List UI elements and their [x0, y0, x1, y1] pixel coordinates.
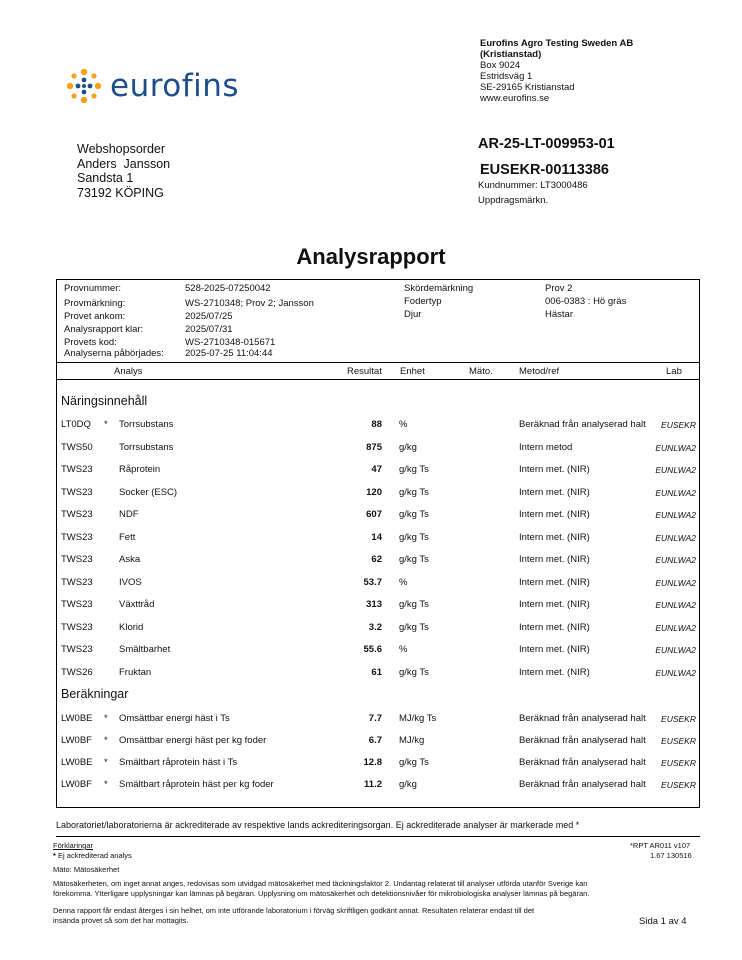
analysis-code: TWS23: [61, 486, 93, 498]
footer-divider: [56, 836, 700, 837]
header-resultat: Resultat: [347, 366, 382, 377]
info-label: Skördemärkning: [404, 283, 474, 294]
result-value: 3.2: [368, 621, 382, 633]
analysis-name: Socker (ESC): [119, 486, 178, 498]
section-title-berakningar: Beräkningar: [61, 687, 129, 701]
table-row: [56, 644, 700, 662]
analysis-name: Smältbart råprotein häst per kg foder: [119, 779, 274, 790]
unit: g/kg Ts: [399, 621, 429, 633]
accreditation-star: *: [104, 779, 108, 790]
page-number: Sida 1 av 4: [639, 916, 687, 927]
analysis-code: LW0BF: [61, 735, 92, 746]
lab-code: EUNLWA2: [655, 667, 696, 678]
analysis-name: IVOS: [119, 576, 142, 588]
table-row: [56, 599, 700, 617]
unit: g/kg Ts: [399, 464, 429, 475]
analysis-code: TWS26: [61, 666, 93, 678]
info-label: Djur: [404, 309, 422, 320]
analysis-name: Smältbart råprotein häst i Ts: [119, 757, 238, 768]
info-label: Analysrapport klar:: [64, 324, 144, 335]
analysis-name: Aska: [119, 554, 141, 565]
accreditation-note: Laboratoriet/laboratorierna är ackrediterade av respektive lands ackrediteringsorgan. Ej ackrediterade analyser är markerade med *: [56, 820, 580, 830]
table-row: [56, 419, 700, 437]
method: Intern met. (NIR): [519, 576, 590, 588]
analysis-name: Torrsubstans: [119, 441, 174, 453]
unit: g/kg Ts: [399, 486, 429, 498]
analysis-code: LW0BE: [61, 757, 93, 768]
analysis-name: Torrsubstans: [119, 419, 174, 430]
analysis-code: TWS23: [61, 464, 93, 475]
customer-line: Anders Jansson: [77, 156, 171, 171]
analysis-name: Omsättbar energi häst i Ts: [119, 713, 230, 724]
method: Intern met. (NIR): [519, 531, 590, 543]
method: Intern met. (NIR): [519, 554, 590, 565]
analysis-name: Fruktan: [119, 666, 152, 678]
header-mato: Mäto.: [469, 366, 493, 377]
lab-code: EUSEKR: [661, 420, 696, 430]
info-value: 528-2025-07250042: [185, 283, 271, 294]
analysis-name: Klorid: [119, 621, 144, 633]
header-metod: Metod/ref: [519, 366, 560, 377]
analysis-name: Växttråd: [119, 599, 155, 610]
unit: %: [399, 644, 408, 655]
info-value: WS-2710348; Prov 2; Jansson: [185, 298, 314, 309]
forklaringar-heading: Förklaringar: [53, 841, 94, 850]
result-value: 61: [371, 666, 382, 678]
header-enhet: Enhet: [400, 366, 425, 377]
result-value: 12.8: [363, 757, 382, 768]
analysis-name: Smältbarhet: [119, 644, 171, 655]
unit: g/kg Ts: [399, 531, 429, 543]
method: Intern met. (NIR): [519, 464, 590, 475]
eurofins-logo: [64, 64, 239, 108]
result-value: 14: [371, 531, 382, 543]
info-label: Analyserna påbörjades:: [64, 348, 164, 359]
info-label: Provnummer:: [64, 283, 122, 294]
uppdragsmarkning: Uppdragsmärkn.: [478, 195, 549, 206]
unit: g/kg Ts: [399, 509, 429, 520]
info-value: WS-2710348-015671: [185, 337, 276, 348]
lab-code: EUNLWA2: [655, 487, 696, 498]
method: Beräknad från analyserad halt: [519, 735, 646, 746]
method: Intern met. (NIR): [519, 599, 590, 610]
lab-name: Eurofins Agro Testing Sweden AB: [480, 38, 634, 49]
ar-number: AR-25-LT-009953-01: [478, 136, 615, 152]
analysis-name: Råprotein: [119, 464, 161, 475]
analysis-code: TWS23: [61, 621, 93, 633]
info-value: Prov 2: [545, 283, 573, 294]
table-row: [56, 735, 700, 753]
uncertainty-line-1: Mätosäkerheten, om inget annat anges, redovisas som utvidgad mätosäkerhet med täckningsfaktor 2. Undantag relaterat till analyser utförda utanför Sverige kan: [53, 879, 588, 888]
legal-line-2: insända provet så som det har mottagits.: [53, 916, 189, 925]
analysis-code: LW0BE: [61, 713, 93, 724]
customer-line: Webshopsorder: [77, 142, 166, 156]
lab-code: EUNLWA2: [655, 622, 696, 633]
method: Intern met. (NIR): [519, 509, 590, 520]
result-value: 875: [366, 441, 382, 453]
customer-line: 73192 KÖPING: [77, 185, 164, 200]
info-label: Fodertyp: [404, 296, 442, 307]
unit: MJ/kg: [399, 735, 425, 746]
analysis-code: TWS23: [61, 576, 93, 588]
unit: g/kg Ts: [399, 554, 429, 565]
unit: %: [399, 419, 408, 430]
analysis-code: TWS23: [61, 554, 93, 565]
table-row: [56, 779, 700, 797]
lab-code: EUNLWA2: [655, 532, 696, 543]
header-analys: Analys: [114, 366, 143, 377]
method: Intern met. (NIR): [519, 666, 590, 678]
result-value: 47: [371, 464, 382, 475]
rpt-code: *RPT AR011 v107: [630, 841, 691, 850]
table-row: [56, 554, 700, 572]
table-row: [56, 464, 700, 482]
accreditation-star: *: [104, 713, 108, 724]
lab-code: EUSEKR: [661, 780, 696, 790]
analysis-code: TWS23: [61, 644, 93, 655]
table-row: [56, 757, 700, 775]
method: Beräknad från analyserad halt: [519, 779, 646, 790]
unit: g/kg Ts: [399, 666, 429, 678]
lab-code: EUSEKR: [661, 758, 696, 768]
logo-text: eurofins: [110, 68, 240, 104]
result-value: 88: [371, 419, 382, 430]
unit: MJ/kg Ts: [399, 713, 437, 724]
star-note-text: Ej ackrediterad analys: [58, 851, 132, 860]
lab-code: EUNLWA2: [655, 442, 696, 453]
info-label: Provmärkning:: [64, 298, 126, 309]
table-row: [56, 509, 700, 527]
eusekr-number: EUSEKR-00113386: [480, 162, 609, 178]
lab-code: EUNLWA2: [655, 510, 696, 520]
table-row: [56, 667, 700, 685]
info-value: 2025/07/25: [185, 311, 233, 322]
section-title-naring: Näringsinnehåll: [61, 394, 148, 408]
lab-line: Estridsväg 1: [480, 71, 533, 82]
accreditation-star: *: [104, 757, 108, 768]
table-row: [56, 622, 700, 640]
info-value: 2025/07/31: [185, 324, 233, 335]
unit: g/kg: [399, 441, 417, 453]
uncertainty-line-2: förekomma. Ytterligare upplysningar kan lämnas på begäran. Upplysning om mätosäkerhet och detektionsnivåer för mikrobiologiska analyser lämnas på begäran.: [53, 889, 590, 898]
lab-line: SE-29165 Kristianstad: [480, 82, 575, 93]
analysis-code: LW0BF: [61, 779, 92, 790]
unit: g/kg Ts: [399, 757, 429, 768]
page-title: Analysrapport: [296, 244, 446, 269]
lab-code: EUNLWA2: [655, 577, 696, 588]
analysis-name: Fett: [119, 531, 136, 543]
star-note: * Ej ackrediterad analys: [53, 851, 132, 860]
customer-line: Sandsta 1: [77, 171, 134, 185]
method: Beräknad från analyserad halt: [519, 419, 646, 430]
eurofins-dots-icon: [64, 66, 104, 106]
lab-code: EUNLWA2: [655, 600, 696, 610]
unit: g/kg: [399, 779, 417, 790]
mato-note: Mäto: Mätosäkerhet: [53, 865, 120, 874]
info-value: 2025-07-25 11:04:44: [185, 348, 273, 359]
legal-line-1: Denna rapport får endast återges i sin helhet, om inte utförande laboratorium i förväg skriftligen godkänt annat. Resultaten relaterar endast till det: [53, 906, 535, 915]
analysis-code: TWS23: [61, 509, 93, 520]
result-value: 6.7: [368, 735, 382, 746]
header-lab: Lab: [666, 366, 682, 377]
table-row: [56, 532, 700, 550]
method: Intern metod: [519, 441, 573, 453]
method: Intern met. (NIR): [519, 644, 590, 655]
lab-line: Box 9024: [480, 60, 521, 71]
result-value: 55.6: [363, 644, 382, 655]
result-value: 62: [371, 554, 382, 565]
table-row: [56, 577, 700, 595]
method: Beräknad från analyserad halt: [519, 713, 646, 724]
info-label: Provets kod:: [64, 337, 117, 348]
result-value: 53.7: [363, 576, 382, 588]
analysis-code: TWS23: [61, 531, 93, 543]
unit: %: [399, 576, 408, 588]
lab-code: EUNLWA2: [655, 465, 696, 475]
lab-website-link[interactable]: www.eurofins.se: [480, 93, 550, 104]
lab-code: EUSEKR: [661, 736, 696, 746]
kundnummer: Kundnummer: LT3000486: [478, 180, 588, 191]
table-row: [56, 442, 700, 460]
accreditation-star: *: [104, 735, 108, 746]
lab-code: EUNLWA2: [655, 555, 696, 565]
lab-code: EUNLWA2: [655, 645, 696, 655]
analysis-code: TWS23: [61, 599, 93, 610]
analysis-code: TWS50: [61, 441, 93, 453]
table-row: [56, 487, 700, 505]
method: Intern met. (NIR): [519, 486, 590, 498]
info-value: 006-0383 : Hö gräs: [545, 296, 627, 307]
version-code: 1.67 130516: [650, 851, 692, 860]
method: Intern met. (NIR): [519, 621, 590, 633]
lab-name-2: (Kristianstad): [480, 49, 542, 60]
table-row: [56, 713, 700, 731]
result-value: 120: [366, 486, 382, 498]
result-value: 313: [366, 599, 382, 610]
info-label: Provet ankom:: [64, 311, 126, 322]
unit: g/kg Ts: [399, 599, 429, 610]
result-value: 7.7: [368, 713, 382, 724]
accreditation-star: *: [104, 419, 108, 430]
analysis-code: LT0DQ: [61, 419, 91, 430]
analysis-name: Omsättbar energi häst per kg foder: [119, 735, 267, 746]
lab-code: EUSEKR: [661, 714, 696, 724]
result-value: 607: [366, 509, 382, 520]
method: Beräknad från analyserad halt: [519, 757, 646, 768]
customer-address: [77, 142, 170, 200]
info-value: Hästar: [545, 309, 573, 320]
lab-address: [480, 38, 633, 104]
analysis-name: NDF: [119, 509, 139, 520]
result-value: 11.2: [364, 779, 382, 790]
